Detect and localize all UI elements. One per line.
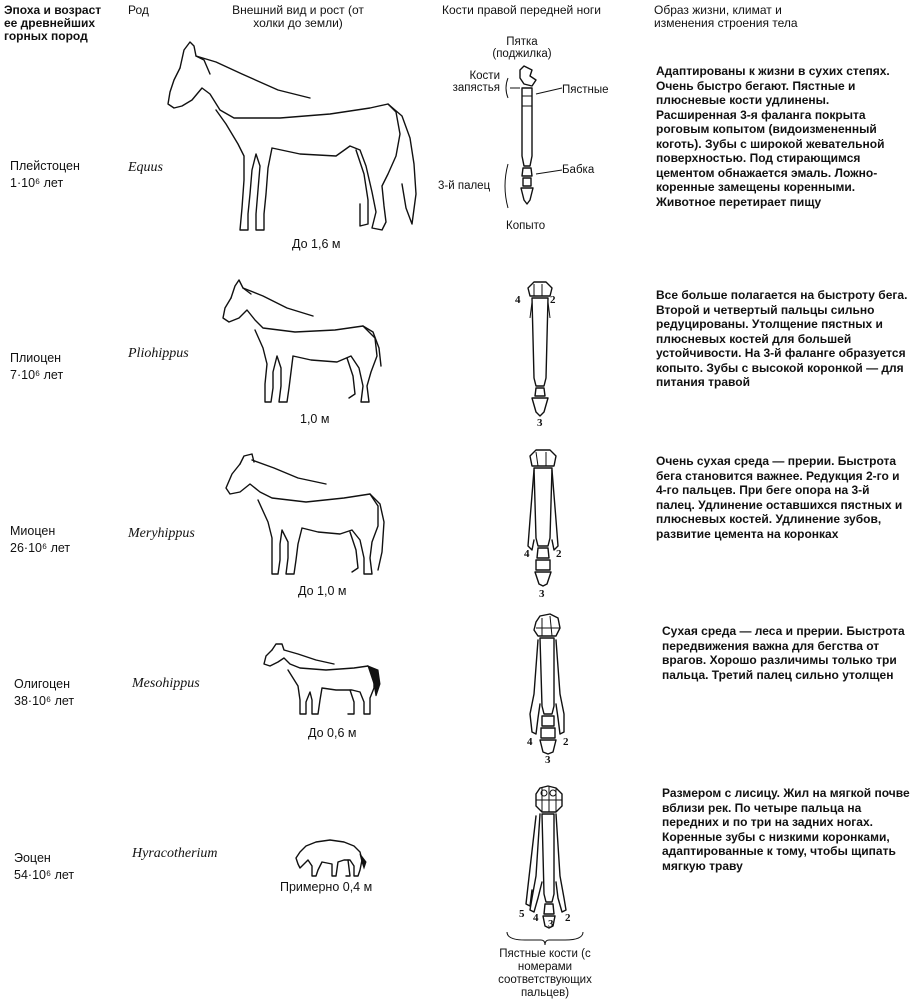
label-wrist: Кости запястья <box>452 70 500 94</box>
row-5-digit-4: 4 <box>533 912 539 924</box>
row-2-epoch: Плиоцен <box>10 351 62 365</box>
row-2-digit-4: 4 <box>515 294 521 306</box>
metacarpal-bracket <box>505 930 585 946</box>
label-third-digit: 3-й палец <box>438 180 491 192</box>
row-4-digit-2: 2 <box>563 736 569 748</box>
row-2-height: 1,0 м <box>300 412 330 426</box>
header-lifestyle: Образ жизни, климат и изменения строения тела <box>654 3 798 30</box>
row-2-digit-3: 3 <box>537 417 543 429</box>
equus-horse-drawing <box>160 34 420 236</box>
row-4-digit-3: 3 <box>545 754 551 766</box>
row-3-epoch: Миоцен <box>10 524 56 538</box>
row-4-epoch: Олигоцен <box>14 677 70 691</box>
mesohippus-horse-drawing <box>262 640 382 720</box>
label-heel: Пятка (поджилка) <box>492 36 552 60</box>
row-3-description: Очень сухая среда — прерии. Быстрота бега становится важнее. Редукция 2-го и 4-го пальцев. При беге опора на 3-й палец. Удлинение оставшихся пястных и плюсневых костей. Удлинение зубов, развитие цемента на коронках <box>656 454 903 541</box>
row-5-digit-3: 3 <box>548 918 554 930</box>
row-1-age: 1·10⁶ лет <box>10 176 64 190</box>
meryhippus-leg-bones <box>520 450 566 590</box>
row-4-description: Сухая среда — леса и прерии. Быстрота передвижения важна для бегства от врагов. Хорошо различимы только три пальца. Третий палец сильно утолщен <box>662 624 905 682</box>
meryhippus-horse-drawing <box>222 452 387 580</box>
row-5-description: Размером с лисицу. Жил на мягкой почве вблизи рек. По четыре пальца на передних и по три на задних ногах. Коренные зубы с низкими коронками, адаптированные к тому, чтобы щипать мягкую траву <box>662 786 910 873</box>
row-4-digit-4: 4 <box>527 736 533 748</box>
row-1-description: Адаптированы к жизни в сухих степях. Очень быстро бегают. Пястные и плюсневые кости удлинены. Расширенная 3-я фаланга покрыта роговым копытом (видоизмененный коготь). Зубы с широкой жевательной поверхностью. Под стирающимся цементом обнажается эмаль. Ложно-коренные замещены коренными. Животное перетирает пищу <box>656 64 890 209</box>
pliohippus-horse-drawing <box>215 276 385 408</box>
footer-caption: Пястные кости (с номерами соответствующих пальцев) <box>498 948 592 999</box>
label-metacarpals: Пястные <box>562 84 609 96</box>
equus-bone-pointers <box>500 60 570 210</box>
row-2-age: 7·10⁶ лет <box>10 368 64 382</box>
label-hoof: Копыто <box>506 220 546 232</box>
header-bones: Кости правой передней ноги <box>442 3 601 17</box>
row-3-digit-4: 4 <box>524 548 530 560</box>
row-5-digit-5: 5 <box>519 908 525 920</box>
row-3-digit-3: 3 <box>539 588 545 600</box>
row-1-epoch: Плейстоцен <box>10 159 80 173</box>
row-5-digit-2: 2 <box>565 912 571 924</box>
header-epoch: Эпоха и возраст ее древнейших горных пород <box>4 3 102 43</box>
row-3-digit-2: 2 <box>556 548 562 560</box>
row-4-age: 38·10⁶ лет <box>14 694 75 708</box>
row-4-genus: Mesohippus <box>132 676 200 691</box>
row-2-digit-2: 2 <box>550 294 556 306</box>
header-appearance: Внешний вид и рост (от холки до земли) <box>232 3 364 30</box>
header-genus: Род <box>128 3 149 17</box>
label-pastern: Бабка <box>562 164 595 176</box>
row-5-genus: Hyracotherium <box>132 846 218 861</box>
row-3-genus: Meryhippus <box>128 526 195 541</box>
row-5-height: Примерно 0,4 м <box>280 880 373 894</box>
row-4-height: До 0,6 м <box>308 726 357 740</box>
row-2-genus: Pliohippus <box>128 346 189 361</box>
row-5-epoch: Эоцен <box>14 851 51 865</box>
row-5-age: 54·10⁶ лет <box>14 868 75 882</box>
row-2-description: Все больше полагается на быстроту бега. Второй и четвертый пальцы сильно редуцированы. Утолщение пястных и плюсневых костей для большей устойчивости. На 3-й фаланге образуется копыто. Зубы с высокой коронкой — для питания травой <box>656 288 908 389</box>
row-1-height: До 1,6 м <box>292 237 341 251</box>
row-1-genus: Equus <box>128 160 163 175</box>
row-3-height: До 1,0 м <box>298 584 347 598</box>
hyracotherium-drawing <box>294 836 366 878</box>
row-3-age: 26·10⁶ лет <box>10 541 71 555</box>
